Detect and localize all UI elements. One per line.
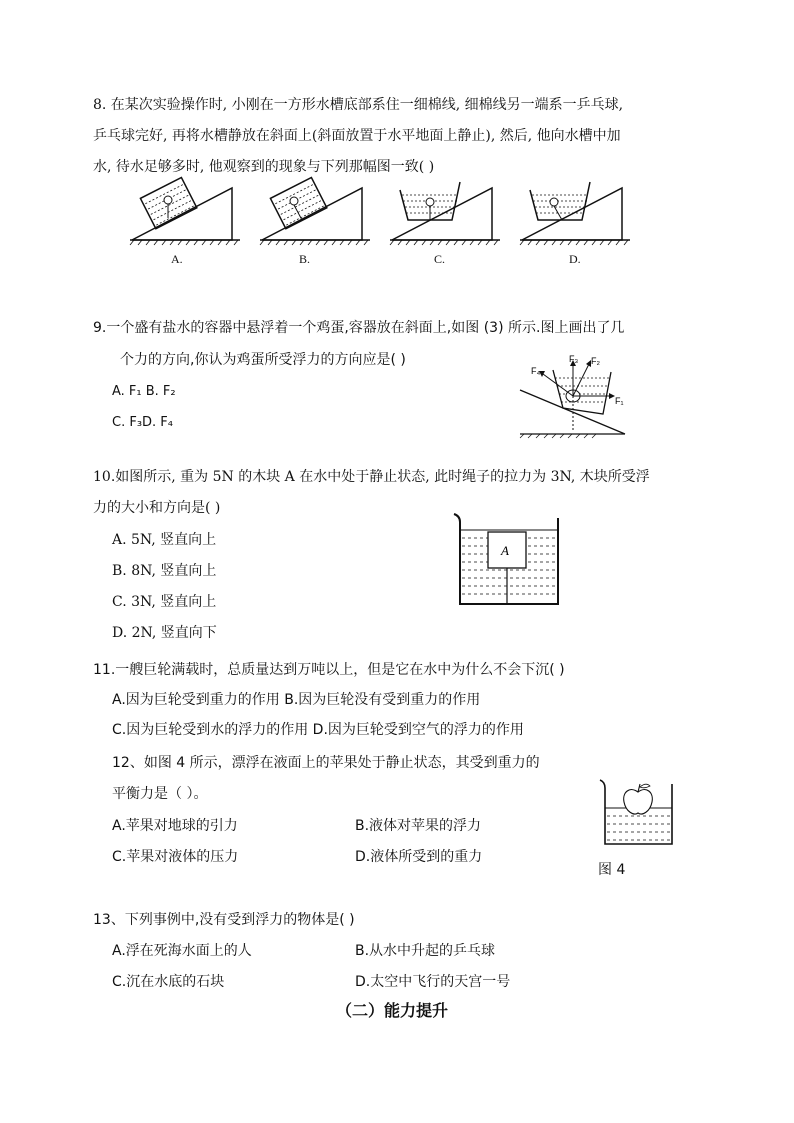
q8-option-b: B. [299,252,311,266]
q10-line2: 力的大小和方向是( ) [93,500,221,516]
q9-option-cd: C. F₃D. F₄ [112,415,173,430]
q13-option-d: D.太空中飞行的天宫一号 [355,974,511,990]
q8-figure-c [390,182,500,245]
q8-line2: 乒乓球完好, 再将水槽静放在斜面上(斜面放置于水平地面上静止), 然后, 他向水槽中加 [93,128,621,144]
q12-line2: 平衡力是（ ）。 [112,786,208,802]
q10-beaker-figure [450,510,566,610]
q9-figure [515,350,635,440]
q8-figures [120,168,720,258]
q12-option-a: A.苹果对地球的引力 [112,818,238,834]
q13-option-a: A.浮在死海水面上的人 [112,943,252,959]
q8-line3: 水, 待水足够多时, 他观察到的现象与下列那幅图一致( ) [93,159,435,175]
q12-line1: 12、如图 4 所示，漂浮在液面上的苹果处于静止状态，其受到重力的 [112,755,540,771]
q9-line1: 9.一个盛有盐水的容器中悬浮着一个鸡蛋,容器放在斜面上,如图 (3) 所示.图上画出了几 [93,320,625,336]
q9-label-f4: F₄ [531,366,541,376]
q13-option-c: C.沉在水底的石块 [112,974,225,990]
q9-line2: 个力的方向,你认为鸡蛋所受浮力的方向应是( ) [120,352,406,368]
q11-line2: A.因为巨轮受到重力的作用 B.因为巨轮没有受到重力的作用 [112,692,481,708]
q12-option-c: C.苹果对液体的压力 [112,849,239,865]
q9-option-ab: A. F₁ B. F₂ [112,384,176,399]
q10-line1: 10.如图所示, 重为 5N 的木块 A 在水中处于静止状态, 此时绳子的拉力为 3N, 木块所受浮 [93,469,650,485]
q9-label-f3: F₃ [569,354,579,364]
q8-figure-d [520,182,630,245]
q8-figure-b [260,178,370,245]
q12-apple-beaker-figure [598,778,678,848]
q8-option-a: A. [171,252,183,266]
q10-option-d: D. 2N, 竖直向下 [112,625,217,641]
q12-figure-caption: 图 4 [598,862,626,878]
q10-block-label: A [501,543,509,558]
q10-option-a: A. 5N, 竖直向上 [112,532,217,548]
q8-option-d: D. [569,252,581,266]
q8-line1: 8. 在某次实验操作时, 小刚在一方形水槽底部系住一细棉线, 细棉线另一端系一乒乓球, [93,97,624,113]
q10-option-b: B. 8N, 竖直向上 [112,563,217,579]
q12-option-d: D.液体所受到的重力 [355,849,483,865]
q13-line1: 13、下列事例中,没有受到浮力的物体是( ) [93,912,355,928]
q8-option-c: C. [434,252,446,266]
q11-line3: C.因为巨轮受到水的浮力的作用 D.因为巨轮受到空气的浮力的作用 [112,722,524,738]
q9-label-f1: F₁ [615,396,624,406]
q8-figure-a [130,178,240,245]
q11-line1: 11.一艘巨轮满载时，总质量达到万吨以上，但是它在水中为什么不会下沉( ) [93,662,565,678]
q13-option-b: B.从水中升起的乒乓球 [355,943,496,959]
q12-option-b: B.液体对苹果的浮力 [355,818,482,834]
q10-option-c: C. 3N, 竖直向上 [112,594,217,610]
section-heading: （二）能力提升 [336,1001,449,1020]
q9-label-f2: F₂ [591,356,600,366]
